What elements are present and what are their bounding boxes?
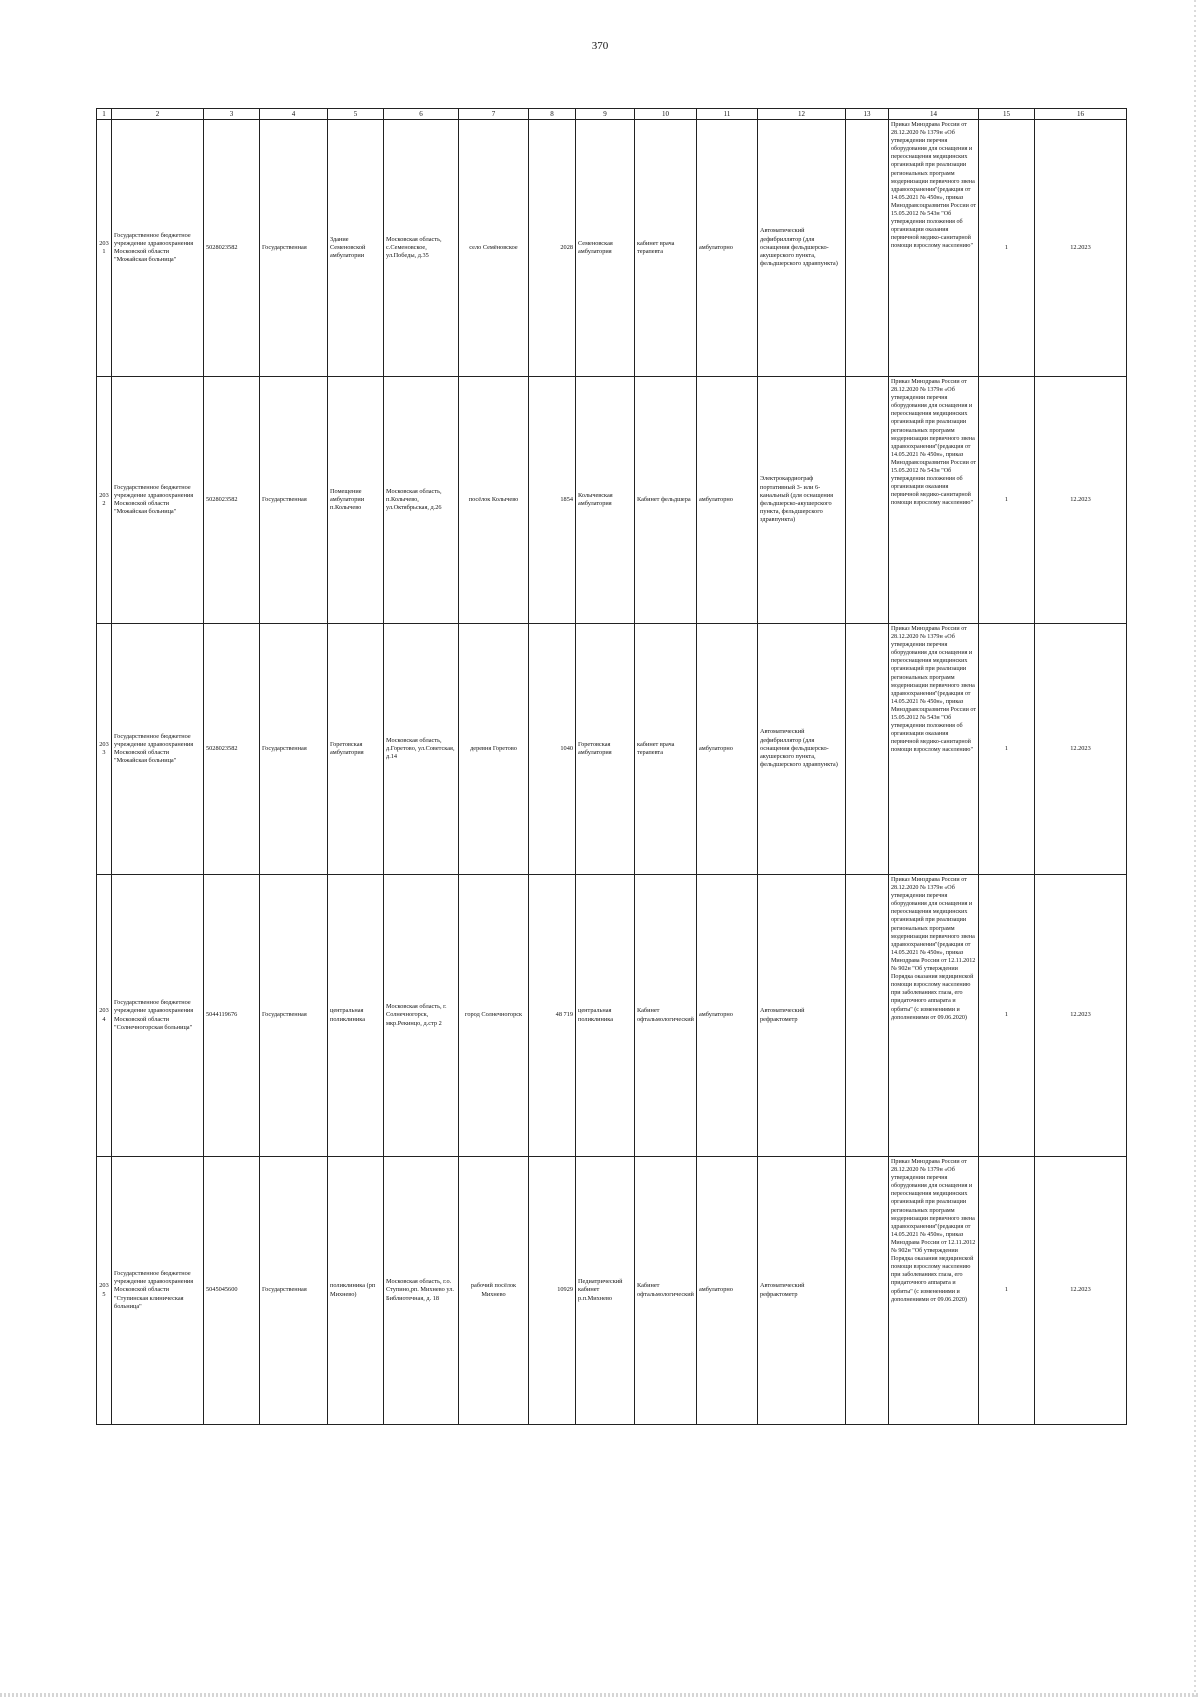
unit-name: Горетовская амбулатория (576, 624, 635, 875)
column-header: 7 (459, 109, 529, 120)
settlement: рабочий посёлок Михнево (459, 1157, 529, 1425)
building-name: Горетовская амбулатория (328, 624, 384, 875)
care-mode: амбулаторно (697, 1157, 758, 1425)
population: 1854 (529, 377, 576, 624)
table-row (97, 875, 1127, 1157)
row-number: 2033 (97, 624, 112, 875)
column-13-cell (846, 377, 889, 624)
settlement: посёлок Колычево (459, 377, 529, 624)
unit-name: Педиатрический кабинет р.п.Михнево (576, 1157, 635, 1425)
address: Московская область, д.Горетово, ул.Советская, д.14 (384, 624, 459, 875)
equipment-register-table (96, 108, 1127, 1425)
legal-basis: Приказ Минздрава России от 28.12.2020 № 1379н «Об утверждении перечня оборудования для оснащения и переоснащения медицинских организаций при реализации региональных программ модернизации первичного звена здравоохранения"(редакция от 14.05.2021 № 450н», приказ Минздрава России от 12.11.2012 № 902н "Об утверждении Порядка оказания медицинской помощи взрослому населению при заболеваниях глаза, его придаточного аппарата и орбиты" (с изменениями и дополнениями от 09.06.2020) (889, 1157, 979, 1425)
organization-name: Государственное бюджетное учреждение здравоохранения Московской области "Ступинская клиническая больница" (112, 1157, 204, 1425)
equipment-name: Автоматический рефрактометр (758, 1157, 846, 1425)
organization-name: Государственное бюджетное учреждение здравоохранения Московской области "Можайская больница" (112, 377, 204, 624)
table-row (97, 1157, 1127, 1425)
inn: 5045045600 (204, 1157, 260, 1425)
ownership-type: Государственная (260, 1157, 328, 1425)
legal-basis: Приказ Минздрава России от 28.12.2020 № 1379н «Об утверждении перечня оборудования для оснащения и переоснащения медицинских организаций при реализации региональных программ модернизации первичного звена здравоохранения"(редакция от 14.05.2021 № 450н», приказ Минздравсоцразвития России от 15.05.2012 № 543н "Об утверждении положения об организации оказания первичной медико-санитарной помощи взрослому населению" (889, 377, 979, 624)
column-header: 13 (846, 109, 889, 120)
ownership-type: Государственная (260, 377, 328, 624)
equipment-name: Автоматический дефибриллятор (для оснащения фельдшерско-акушерского пункта, фельдшерского здравпункта) (758, 120, 846, 377)
population: 1040 (529, 624, 576, 875)
population: 48 719 (529, 875, 576, 1157)
inn: 5028023582 (204, 120, 260, 377)
room-name: кабинет врача терапевта (635, 624, 697, 875)
column-header: 4 (260, 109, 328, 120)
address: Московская область, п.Колычево, ул.Октябрьская, д.26 (384, 377, 459, 624)
column-13-cell (846, 120, 889, 377)
organization-name: Государственное бюджетное учреждение здравоохранения Московской области "Солнечногорская больница" (112, 875, 204, 1157)
organization-name: Государственное бюджетное учреждение здравоохранения Московской области "Можайская больница" (112, 624, 204, 875)
table-row (97, 624, 1127, 875)
room-name: Кабинет офтальмологический (635, 875, 697, 1157)
row-number: 2031 (97, 120, 112, 377)
care-mode: амбулаторно (697, 875, 758, 1157)
room-name: Кабинет офтальмологический (635, 1157, 697, 1425)
settlement: деревня Горетово (459, 624, 529, 875)
column-header: 2 (112, 109, 204, 120)
column-header: 14 (889, 109, 979, 120)
row-number: 2035 (97, 1157, 112, 1425)
equipment-name: Автоматический дефибриллятор (для оснащения фельдшерско-акушерского пункта, фельдшерского здравпункта) (758, 624, 846, 875)
column-13-cell (846, 624, 889, 875)
header-row (97, 109, 1127, 120)
equipment-name: Электрокардиограф портативный 3- или 6-канальный (для оснащения фельдшерско-акушерского пункта, фельдшерского здравпункта) (758, 377, 846, 624)
building-name: центральная поликлиника (328, 875, 384, 1157)
quantity: 1 (979, 120, 1035, 377)
due-date: 12.2023 (1035, 1157, 1127, 1425)
care-mode: амбулаторно (697, 624, 758, 875)
scan-bottom-edge (0, 1693, 1200, 1697)
settlement: село Семёновское (459, 120, 529, 377)
quantity: 1 (979, 1157, 1035, 1425)
column-13-cell (846, 875, 889, 1157)
settlement: город Солнечногорск (459, 875, 529, 1157)
organization-name: Государственное бюджетное учреждение здравоохранения Московской области "Можайская больница" (112, 120, 204, 377)
quantity: 1 (979, 875, 1035, 1157)
column-header: 10 (635, 109, 697, 120)
column-header: 5 (328, 109, 384, 120)
building-name: Помещение амбулатории п.Колычево (328, 377, 384, 624)
building-name: Здание Семеновской амбулатории (328, 120, 384, 377)
ownership-type: Государственная (260, 624, 328, 875)
column-header: 1 (97, 109, 112, 120)
column-header: 12 (758, 109, 846, 120)
page-number: 370 (591, 40, 609, 52)
address: Московская область, г.о. Ступино,рп. Михнево ул. Библиотечная, д. 18 (384, 1157, 459, 1425)
legal-basis: Приказ Минздрава России от 28.12.2020 № 1379н «Об утверждении перечня оборудования для оснащения и переоснащения медицинских организаций при реализации региональных программ модернизации первичного звена здравоохранения"(редакция от 14.05.2021 № 450н», приказ Минздрава России от 12.11.2012 № 902н "Об утверждении Порядка оказания медицинской помощи взрослому населению при заболеваниях глаза, его придаточного аппарата и орбиты" (с изменениями и дополнениями от 09.06.2020) (889, 875, 979, 1157)
row-number: 2034 (97, 875, 112, 1157)
table-row (97, 120, 1127, 377)
row-number: 2032 (97, 377, 112, 624)
inn: 5044119676 (204, 875, 260, 1157)
column-header: 9 (576, 109, 635, 120)
due-date: 12.2023 (1035, 624, 1127, 875)
unit-name: Колычевская амбулатория (576, 377, 635, 624)
ownership-type: Государственная (260, 120, 328, 377)
quantity: 1 (979, 624, 1035, 875)
inn: 5028023582 (204, 624, 260, 875)
column-header: 3 (204, 109, 260, 120)
population: 10929 (529, 1157, 576, 1425)
column-header: 8 (529, 109, 576, 120)
equipment-name: Автоматический рефрактометр (758, 875, 846, 1157)
due-date: 12.2023 (1035, 875, 1127, 1157)
column-13-cell (846, 1157, 889, 1425)
column-header: 15 (979, 109, 1035, 120)
address: Московская область, с.Семеновское, ул.Победы, д.35 (384, 120, 459, 377)
unit-name: центральная поликлиника (576, 875, 635, 1157)
legal-basis: Приказ Минздрава России от 28.12.2020 № 1379н «Об утверждении перечня оборудования для оснащения и переоснащения медицинских организаций при реализации региональных программ модернизации первичного звена здравоохранения"(редакция от 14.05.2021 № 450н», приказ Минздравсоцразвития России от 15.05.2012 № 543н "Об утверждении положения об организации оказания первичной медико-санитарной помощи взрослому населению" (889, 624, 979, 875)
unit-name: Семеновская амбулатория (576, 120, 635, 377)
ownership-type: Государственная (260, 875, 328, 1157)
column-header: 16 (1035, 109, 1127, 120)
table-row (97, 377, 1127, 624)
scan-edge (1194, 0, 1196, 1697)
address: Московская область, г. Солнечногорск, мкр.Рекинцо, д.стр 2 (384, 875, 459, 1157)
room-name: кабинет врача терапевта (635, 120, 697, 377)
room-name: Кабинет фельдшера (635, 377, 697, 624)
building-name: поликлиника (рп Михнево) (328, 1157, 384, 1425)
column-header: 11 (697, 109, 758, 120)
legal-basis: Приказ Минздрава России от 28.12.2020 № 1379н «Об утверждении перечня оборудования для оснащения и переоснащения медицинских организаций при реализации региональных программ модернизации первичного звена здравоохранения"(редакция от 14.05.2021 № 450н», приказ Минздравсоцразвития России от 15.05.2012 № 543н "Об утверждении положения об организации оказания первичной медико-санитарной помощи взрослому населению" (889, 120, 979, 377)
population: 2028 (529, 120, 576, 377)
care-mode: амбулаторно (697, 120, 758, 377)
column-header: 6 (384, 109, 459, 120)
inn: 5028023582 (204, 377, 260, 624)
care-mode: амбулаторно (697, 377, 758, 624)
due-date: 12.2023 (1035, 120, 1127, 377)
due-date: 12.2023 (1035, 377, 1127, 624)
quantity: 1 (979, 377, 1035, 624)
